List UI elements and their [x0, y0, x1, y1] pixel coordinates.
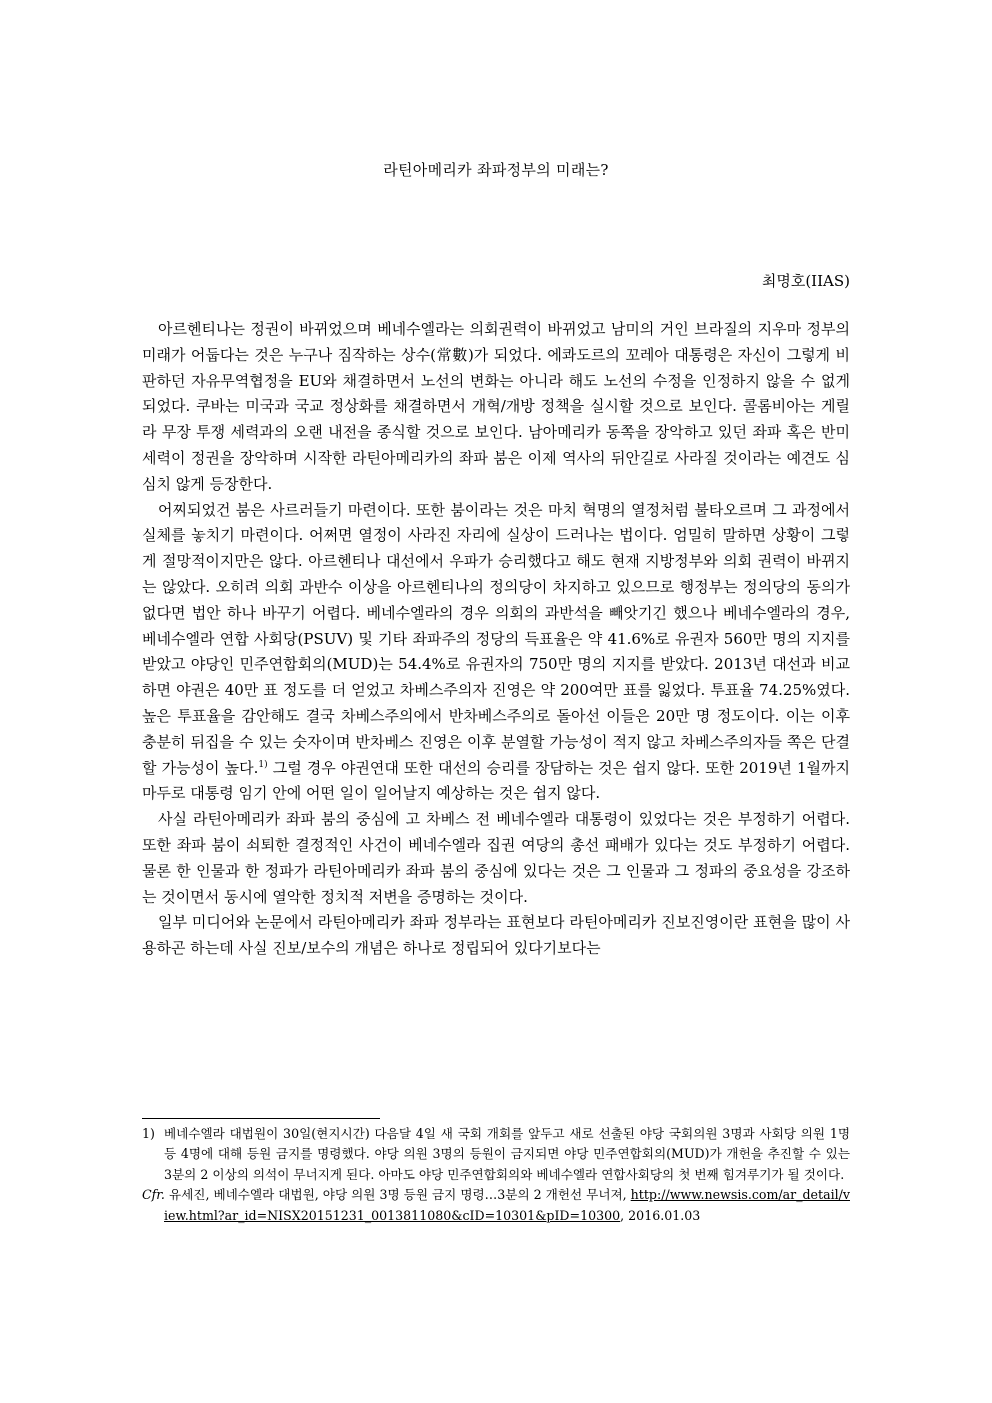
paragraph-3: 사실 라틴아메리카 좌파 붐의 중심에 고 차베스 전 베네수엘라 대통령이 있었다는 것은 부정하기 어렵다. 또한 좌파 붐이 쇠퇴한 결정적인 사건이 베네수엘라 집권 여당의 총선 패배가 있다는 것도 부정하기 어렵다. 물론 한 인물과 한 정파가 라틴아메리카 좌파 붐의 중심에 있다는 것은 그 인물과 그 정파의 중요성을 강조하는 것이면서 동시에 열악한 정치적 저변을 증명하는 것이다. — [142, 810, 850, 906]
footnote-1 — [142, 1124, 850, 1185]
footnote-reference-1[interactable]: 1) — [258, 759, 268, 770]
citation-date: , 2016.01.03 — [620, 1207, 701, 1223]
article-body — [142, 317, 850, 962]
citation-link[interactable]: http://www.newsis.com/ar_detail/view.html?ar_id=NISX20151231_0013811080&cID=10301&pID=10300 — [164, 1187, 850, 1223]
footnote-text: 베네수엘라 대법원이 30일(현지시간) 다음달 4일 새 국회 개회를 앞두고 새로 선출된 야당 국회의원 3명과 사회당 의원 1명 등 4명에 대해 등원 금지를 명령했다. 야당 의원 3명의 등원이 금지되면 야당 민주연합회의(MUD)가 개헌을 추진할 수 있는 3분의 2 이상의 의석이 무너지게 된다. 아마도 야당 민주연합회의와 베네수엘라 연합사회당의 첫 번째 힘겨루기가 될 것이다. — [164, 1126, 850, 1182]
paragraph-4: 일부 미디어와 논문에서 라틴아메리카 좌파 정부라는 표현보다 라틴아메리카 진보진영이란 표현을 많이 사용하곤 하는데 사실 진보/보수의 개념은 하나로 정립되어 있다기보다는 — [142, 913, 850, 958]
footnote-citation — [142, 1185, 850, 1226]
paragraph-1: 아르헨티나는 정권이 바뀌었으며 베네수엘라는 의회권력이 바뀌었고 남미의 거인 브라질의 지우마 정부의 미래가 어둡다는 것은 누구나 짐작하는 상수(常數)가 되었다. 에콰도르의 꼬레아 대통령은 자신이 그렇게 비판하던 자유무역협정을 EU와 채결하면서 노선의 변화는 아니라 해도 노선의 수정을 인정하지 않을 수 없게 되었다. 쿠바는 미국과 국교 정상화를 채결하면서 개혁/개방 정책을 실시할 것으로 보인다. 콜롬비아는 게릴라 무장 투쟁 세력과의 오랜 내전을 종식할 것으로 보인다. 남아메리카 동쪽을 장악하고 있던 좌파 혹은 반미 세력이 정권을 장악하며 시작한 라틴아메리카의 좌파 붐은 이제 역사의 뒤안길로 사라질 것이라는 예견도 심심치 않게 등장한다. — [142, 320, 850, 493]
paragraph-2-text-a: 어찌되었건 붐은 사르러들기 마련이다. 또한 붐이라는 것은 마치 혁명의 열정처럼 불타오르며 그 과정에서 실체를 놓치기 마련이다. 어쩌면 열정이 사라진 자리에 실상이 드러나는 법이다. 엄밀히 말하면 상황이 그렇게 절망적이지만은 않다. 아르헨티나 대선에서 우파가 승리했다고 해도 현재 지방정부와 의회 권력이 바뀌지는 않았다. 오히려 의회 과반수 이상을 아르헨티나의 정의당이 차지하고 있으므로 행정부는 정의당의 동의가 없다면 법안 하나 바꾸기 어렵다. 베네수엘라의 경우 의회의 과반석을 빼앗기긴 했으나 베네수엘라의 경우, 베네수엘라 연합 사회당(PSUV) 및 기타 좌파주의 정당의 득표율은 약 41.6%로 유권자 560만 명의 지지를 받았고 야당인 민주연합회의(MUD)는 54.4%로 유권자의 750만 명의 지지를 받았다. 2013년 대선과 비교하면 야권은 40만 표 정도를 더 얻었고 차베스주의자 진영은 약 200여만 표를 잃었다. 투표율 74.25%였다. 높은 투표율을 감안해도 결국 차베스주의에서 반차베스주의로 돌아선 이들은 20만 명 정도이다. 이는 이후 충분히 뒤집을 수 있는 숫자이며 반차베스 진영은 이후 분열할 가능성이 적지 않고 차베스주의자들 쪽은 단결할 가능성이 높다. — [142, 500, 850, 777]
paragraph-2 — [142, 498, 850, 808]
footnotes-section — [142, 1124, 850, 1226]
author-byline: 최명호(IIAS) — [761, 272, 850, 290]
footnote-number: 1) — [142, 1126, 155, 1141]
paragraph-2-text-b: 그럴 경우 야권연대 또한 대선의 승리를 장담하는 것은 쉽지 않다. 또한 2019년 1월까지 마두로 대통령 임기 안에 어떤 일이 일어날지 예상하는 것은 쉽지 않다. — [142, 758, 850, 803]
citation-text: 유세진, 베네수엘라 대법원, 야당 의원 3명 등원 금지 명령…3분의 2 개헌선 무너져, — [164, 1187, 631, 1203]
document-title: 라틴아메리카 좌파정부의 미래는? — [383, 161, 609, 179]
footnote-divider — [142, 1118, 380, 1119]
cfr-label: Cfr. — [142, 1187, 165, 1203]
